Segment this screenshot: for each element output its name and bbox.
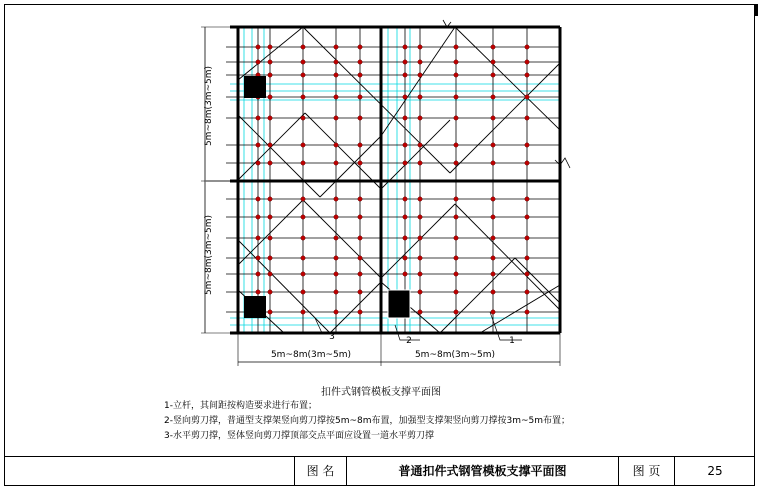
pole-node (418, 310, 422, 314)
pole-node (454, 256, 458, 260)
pole-node (491, 45, 495, 49)
pole-node (491, 161, 495, 165)
pole-node (454, 73, 458, 77)
pole-node (268, 95, 272, 99)
pole-node (358, 60, 362, 64)
pole-node (301, 310, 305, 314)
pole-node (301, 60, 305, 64)
scissor-brace-line (238, 200, 303, 265)
pole-node (334, 116, 338, 120)
pole-node (256, 272, 260, 276)
note-3: 3-水平剪刀撑，竖体竖向剪刀撑顶部交点平面应设置一道水平剪刀撑 (164, 431, 434, 441)
pole-node (268, 256, 272, 260)
pole-node (403, 215, 407, 219)
note-2: 2-竖向剪刀撑，普通型支撑架竖向剪刀撑按5m~8m布置，加强型支撑架竖向剪刀撑按3m~5m布置； (164, 416, 571, 426)
pole-node (268, 143, 272, 147)
pole-node (358, 272, 362, 276)
pole-node (256, 236, 260, 240)
pole-node (418, 116, 422, 120)
pole-node (301, 256, 305, 260)
pole-node (525, 95, 529, 99)
pole-node (301, 116, 305, 120)
pole-node (256, 161, 260, 165)
dim-horizontal-left: 5m~8m(3m~5m) (270, 350, 352, 360)
pole-node (358, 215, 362, 219)
pole-node (525, 256, 529, 260)
pole-node (268, 215, 272, 219)
pole-node (334, 256, 338, 260)
scissor-brace-line (305, 113, 381, 189)
pole-node (525, 215, 529, 219)
pole-node (334, 60, 338, 64)
pole-node (454, 290, 458, 294)
pole-node (525, 236, 529, 240)
pole-node (403, 272, 407, 276)
pole-node (268, 272, 272, 276)
page-label: 图 页 (618, 457, 674, 486)
pole-node (301, 161, 305, 165)
pole-node (358, 197, 362, 201)
pole-node (418, 95, 422, 99)
pole-node (358, 143, 362, 147)
scissor-brace-line (381, 204, 455, 278)
pole-node (403, 95, 407, 99)
pole-node (525, 143, 529, 147)
pole-node (491, 272, 495, 276)
pole-node (454, 197, 458, 201)
pole-node (403, 73, 407, 77)
pole-node (256, 215, 260, 219)
pole-node (418, 215, 422, 219)
pole-node (358, 236, 362, 240)
pole-node (525, 45, 529, 49)
pole-node (358, 45, 362, 49)
pole-node (491, 73, 495, 77)
pole-node (256, 290, 260, 294)
callout-2: 2 (406, 336, 412, 346)
pole-node (301, 215, 305, 219)
pole-node (256, 116, 260, 120)
pole-node (358, 310, 362, 314)
pole-node (334, 73, 338, 77)
title-block (4, 456, 755, 486)
pole-node (454, 161, 458, 165)
pole-node (268, 45, 272, 49)
pole-node (268, 290, 272, 294)
pole-node (256, 197, 260, 201)
pole-node (418, 161, 422, 165)
pole-node (403, 236, 407, 240)
pole-node (525, 290, 529, 294)
pole-node (301, 236, 305, 240)
callout-3: 3 (329, 332, 335, 342)
scissor-brace-line (515, 258, 560, 303)
pole-node (301, 197, 305, 201)
pole-node (403, 197, 407, 201)
pole-node (491, 215, 495, 219)
pole-node (334, 236, 338, 240)
pole-node (334, 161, 338, 165)
page-number: 25 (674, 457, 755, 486)
pole-node (256, 256, 260, 260)
pole-node (334, 272, 338, 276)
caption-title: 扣件式钢管模板支撑平面图 (321, 387, 441, 398)
pole-node (454, 236, 458, 240)
pole-node (418, 73, 422, 77)
pole-node (454, 310, 458, 314)
note-1: 1-立杆，其间距按构造要求进行布置； (164, 401, 317, 411)
column-block (244, 76, 266, 98)
pole-node (403, 143, 407, 147)
pole-node (491, 116, 495, 120)
scissor-brace-line (303, 200, 381, 278)
scissor-brace-line (440, 258, 515, 333)
callout-leader (490, 312, 522, 340)
pole-node (454, 116, 458, 120)
pole-node (418, 197, 422, 201)
pole-node (334, 143, 338, 147)
pole-node (256, 143, 260, 147)
callout-1: 1 (509, 336, 515, 346)
pole-node (256, 60, 260, 64)
pole-node (268, 116, 272, 120)
pole-node (491, 256, 495, 260)
pole-node (268, 161, 272, 165)
pole-node (403, 161, 407, 165)
column-block (244, 296, 266, 318)
pole-node (454, 95, 458, 99)
pole-node (256, 45, 260, 49)
pole-node (454, 143, 458, 147)
pole-node (525, 197, 529, 201)
pole-node (301, 73, 305, 77)
pole-node (491, 290, 495, 294)
pole-node (418, 236, 422, 240)
pole-node (334, 197, 338, 201)
column-block (388, 290, 410, 318)
pole-node (334, 95, 338, 99)
pole-node (403, 116, 407, 120)
pole-node (358, 116, 362, 120)
pole-node (301, 290, 305, 294)
pole-node (358, 256, 362, 260)
pole-node (334, 290, 338, 294)
pole-node (358, 161, 362, 165)
dim-horizontal-right: 5m~8m(3m~5m) (414, 350, 496, 360)
scissor-brace-line (381, 27, 455, 136)
pole-node (334, 215, 338, 219)
pole-node (358, 73, 362, 77)
pole-node (525, 116, 529, 120)
pole-node (268, 310, 272, 314)
pole-node (525, 73, 529, 77)
pole-node (454, 45, 458, 49)
pole-node (418, 143, 422, 147)
pole-node (491, 143, 495, 147)
pole-node (525, 310, 529, 314)
pole-node (525, 272, 529, 276)
pole-node (403, 256, 407, 260)
pole-node (358, 290, 362, 294)
pole-node (491, 60, 495, 64)
pole-node (358, 95, 362, 99)
dim-vertical-bottom: 5m~8m(3m~5m) (204, 214, 214, 296)
pole-node (418, 290, 422, 294)
pole-node (491, 310, 495, 314)
pole-node (334, 45, 338, 49)
pole-node (525, 161, 529, 165)
scissor-brace-line (238, 115, 320, 197)
pole-node (454, 60, 458, 64)
pole-node (268, 236, 272, 240)
pole-node (268, 197, 272, 201)
pole-node (454, 272, 458, 276)
pole-node (301, 272, 305, 276)
pole-node (268, 73, 272, 77)
pole-node (301, 45, 305, 49)
pole-node (301, 143, 305, 147)
pole-node (418, 60, 422, 64)
drawing-name-value: 普通扣件式钢管模板支撑平面图 (346, 457, 618, 486)
pole-node (334, 310, 338, 314)
pole-node (491, 236, 495, 240)
pole-node (525, 60, 529, 64)
pole-node (491, 95, 495, 99)
pole-node (454, 215, 458, 219)
dim-vertical-top: 5m~8m(3m~5m) (204, 65, 214, 147)
pole-node (418, 45, 422, 49)
drawing-name-label: 图 名 (294, 457, 346, 486)
pole-node (268, 60, 272, 64)
pole-node (491, 197, 495, 201)
scissor-brace-line (238, 27, 303, 80)
scissor-brace-line (381, 120, 450, 189)
pole-node (418, 256, 422, 260)
pole-node (403, 45, 407, 49)
pole-node (403, 60, 407, 64)
pole-node (418, 272, 422, 276)
pole-node (301, 95, 305, 99)
